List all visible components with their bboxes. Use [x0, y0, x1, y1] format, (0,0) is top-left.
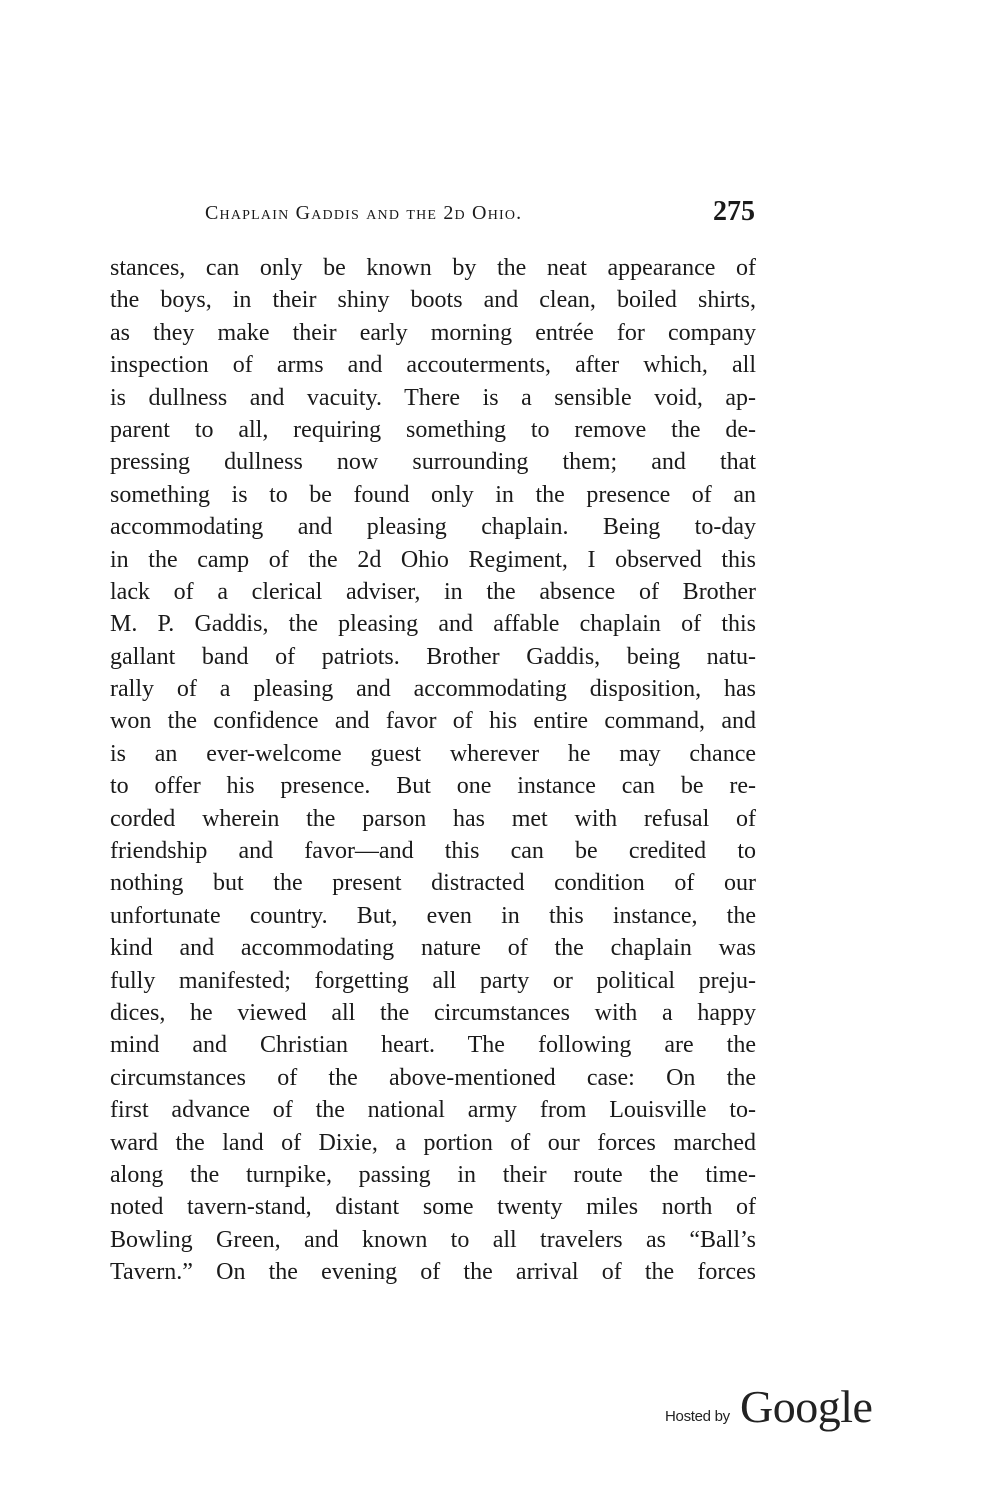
text-line: is dullness and vacuity. There is a sensible void, ap- [110, 384, 756, 411]
text-line: as they make their early morning entrée for company [110, 319, 756, 346]
text-line: Tavern.” On the evening of the arrival of the forces [110, 1259, 756, 1286]
text-line: first advance of the national army from Louisville to- [110, 1097, 756, 1124]
text-line: accommodating and pleasing chaplain. Being to-day [110, 514, 756, 541]
body-text [110, 252, 756, 1289]
text-line: inspection of arms and accouterments, after which, all [110, 352, 756, 379]
text-line: lack of a clerical adviser, in the absence of Brother [110, 578, 756, 605]
text-line: corded wherein the parson has met with refusal of [110, 805, 756, 832]
text-line: friendship and favor—and this can be credited to [110, 838, 756, 865]
text-line: fully manifested; forgetting all party or political preju- [110, 967, 756, 994]
text-line: gallant band of patriots. Brother Gaddis, being natu- [110, 643, 756, 670]
text-line: along the turnpike, passing in their route the time- [110, 1161, 756, 1188]
text-line: to offer his presence. But one instance can be re- [110, 773, 756, 800]
watermark-prefix: Hosted by [665, 1408, 730, 1425]
text-line: M. P. Gaddis, the pleasing and affable chaplain of this [110, 611, 756, 638]
text-line: something is to be found only in the presence of an [110, 481, 756, 508]
text-line: parent to all, requiring something to remove the de- [110, 416, 756, 443]
page-number: 275 [713, 196, 755, 227]
google-logo: Google [740, 1381, 873, 1432]
text-line: Bowling Green, and known to all travelers as “Ball’s [110, 1226, 756, 1253]
page-header [110, 196, 755, 236]
text-line: pressing dullness now surrounding them; and that [110, 449, 756, 476]
text-line: ward the land of Dixie, a portion of our forces marched [110, 1129, 756, 1156]
text-line: dices, he viewed all the circumstances with a happy [110, 999, 756, 1026]
text-line: won the confidence and favor of his entire command, and [110, 708, 756, 735]
text-line: in the camp of the 2d Ohio Regiment, I observed this [110, 546, 756, 573]
text-line: is an ever-welcome guest wherever he may chance [110, 740, 756, 767]
text-line: rally of a pleasing and accommodating disposition, has [110, 676, 756, 703]
text-line: unfortunate country. But, even in this instance, the [110, 902, 756, 929]
text-line: stances, can only be known by the neat appearance of [110, 255, 756, 281]
text-line: circumstances of the above-mentioned case: On the [110, 1064, 756, 1091]
text-line: the boys, in their shiny boots and clean, boiled shirts, [110, 287, 756, 314]
text-line: noted tavern-stand, distant some twenty miles north of [110, 1194, 756, 1221]
text-line: kind and accommodating nature of the chaplain was [110, 935, 756, 962]
text-line: nothing but the present distracted condition of our [110, 870, 756, 897]
running-title: Chaplain Gaddis and the 2d Ohio. [205, 202, 523, 224]
text-line: mind and Christian heart. The following are the [110, 1032, 756, 1059]
hosted-by-watermark [665, 1380, 873, 1440]
